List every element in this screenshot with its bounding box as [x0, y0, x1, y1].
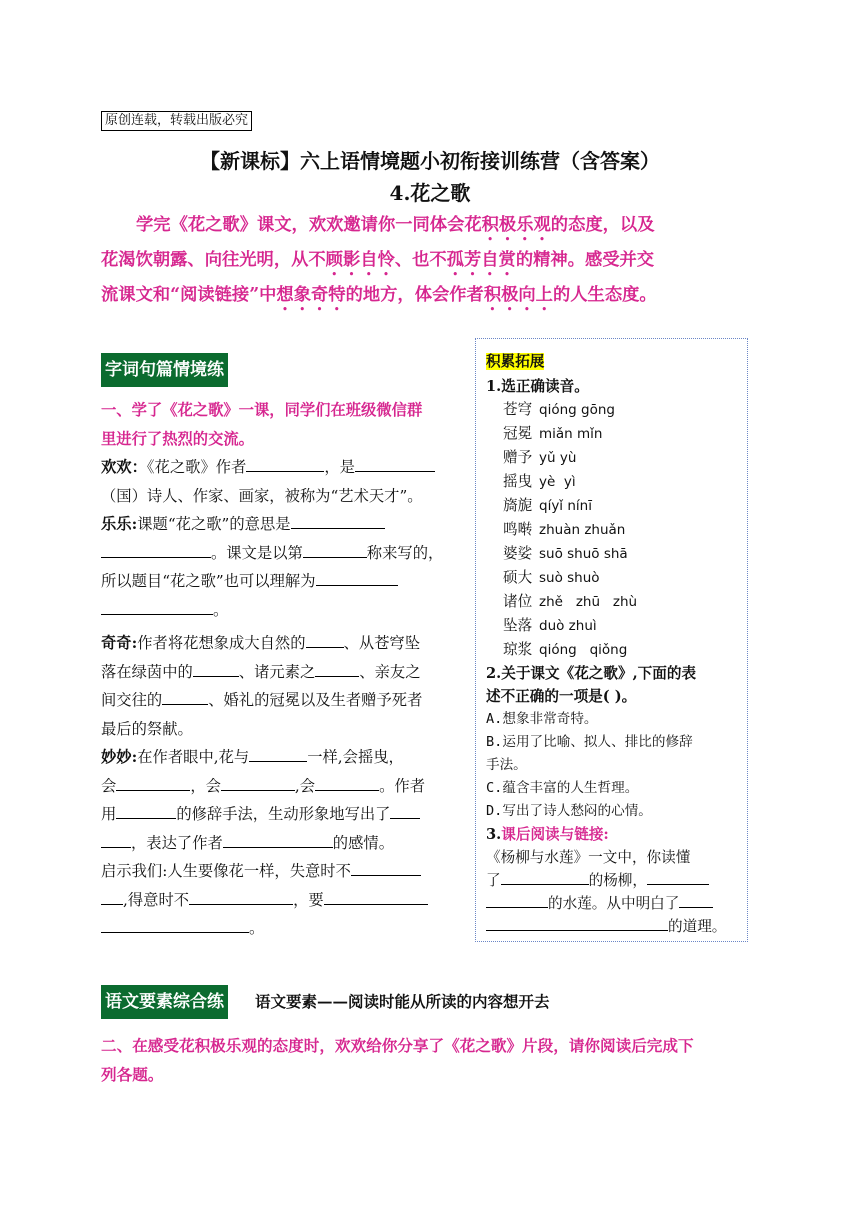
pinyin-item: 诸位 zhě zhū zhù	[503, 593, 638, 610]
pinyin-list	[486, 398, 748, 662]
pinyin-item: 坠落 duò zhuì	[503, 617, 597, 634]
lesson-title: 4.花之歌	[389, 181, 471, 205]
section-subtitle: 语文要素——阅读时能从所读的内容想开去	[255, 992, 550, 1011]
option-item: D.写出了诗人愁闷的心情。	[486, 803, 652, 819]
copyright-stamp: 原创连载，转载出版必究	[101, 111, 252, 131]
option-item: A.想象非常奇特。	[486, 711, 598, 727]
intro-paragraph: 学完《花之歌》课文，欢欢邀请你一同体会花积极乐观的态度，以及 花渴饮朝露、向往光明，从不顾影自怜、也不孤芳自赏的精神。感受并交 流课文和“阅读链接”中想象奇特的地方，体会作者积极向上的人生态度。	[101, 215, 657, 305]
pinyin-item: 摇曳 yè yì	[503, 473, 576, 490]
pinyin-item: 冠冕 miǎn mǐn	[503, 425, 603, 442]
section-header-words: 字词句篇情境练	[101, 353, 228, 387]
section-header-elements: 语文要素综合练	[101, 985, 228, 1019]
exercise-one: 一、学了《花之歌》一课，同学们在班级微信群 里进行了热烈的交流。 欢欢：《花之歌》作者 ，是 （国）诗人、作家、画家，被称为“艺术天才”。 乐乐:课题“花之歌”的意思是 。课文是以第 称来写的， 所以题目“花之歌”也可以理解为 。 奇奇:作者将花想象成大自然的 、从苍穹坠 落在绿茵中的 、诸元素之 、亲友之 间交往的 、婚礼的冠冕以及生者赠予死者 最后的祭献。 妙妙:在作者眼中,花与 一样,会摇曳， 会 ，会 ,会 。作者 用 的修辞手法，生动形象地写出了 ，表达了作者 的感情。 启示我们:人生要像花一样，失意时不 ,得意时不 ，要 。	[101, 401, 444, 937]
option-item: 手法。	[486, 757, 527, 773]
pinyin-item: 苍穹 qióng gōng	[503, 401, 615, 418]
pinyin-item: 婆娑 suō shuō shā	[503, 545, 628, 562]
accumulation-content: 积累拓展 1.选正确读音。 苍穹 qióng gōng 冠冕 miǎn mǐn 赠予 yǔ yù 摇曳 yè yì 旖旎 qíyǐ nínī 鸣啭 zhuàn zhuǎn 婆娑 suō shuō shā 硕大 suò shuò 诸位 zhě zhū zhù 坠落 duò zhuì 琼浆 qióng qiǒng 2.关于课文《花之歌》,下面的表 述不正确的一项是( )。 A.想象非常奇特。 B.运用了比喻、拟人、排比的修辞 手法。 C.蕴含丰富的人生哲理。 D.写出了诗人愁闷的心情。 3.课后阅读与链接: 《杨柳与水莲》一文中，你读懂 了 的杨柳， 的水莲。从中明白了 的道理。	[486, 350, 748, 938]
accumulation-header: 积累拓展	[486, 353, 545, 370]
pinyin-item: 硕大 suò shuò	[503, 569, 600, 586]
option-item: C.蕴含丰富的人生哲理。	[486, 780, 639, 796]
pinyin-item: 赠予 yǔ yù	[503, 449, 577, 466]
page-title: 【新课标】六上语情境题小初衔接训练营（含答案）	[200, 149, 660, 173]
pinyin-item: 鸣啭 zhuàn zhuǎn	[503, 521, 626, 538]
pinyin-item: 琼浆 qióng qiǒng	[503, 641, 628, 658]
pinyin-item: 旖旎 qíyǐ nínī	[503, 497, 592, 514]
option-item: B.运用了比喻、拟人、排比的修辞	[486, 734, 693, 750]
option-list	[486, 708, 748, 823]
exercise-two: 二、在感受花积极乐观的态度时，欢欢给你分享了《花之歌》片段，请你阅读后完成下 列各题。	[101, 1036, 694, 1084]
